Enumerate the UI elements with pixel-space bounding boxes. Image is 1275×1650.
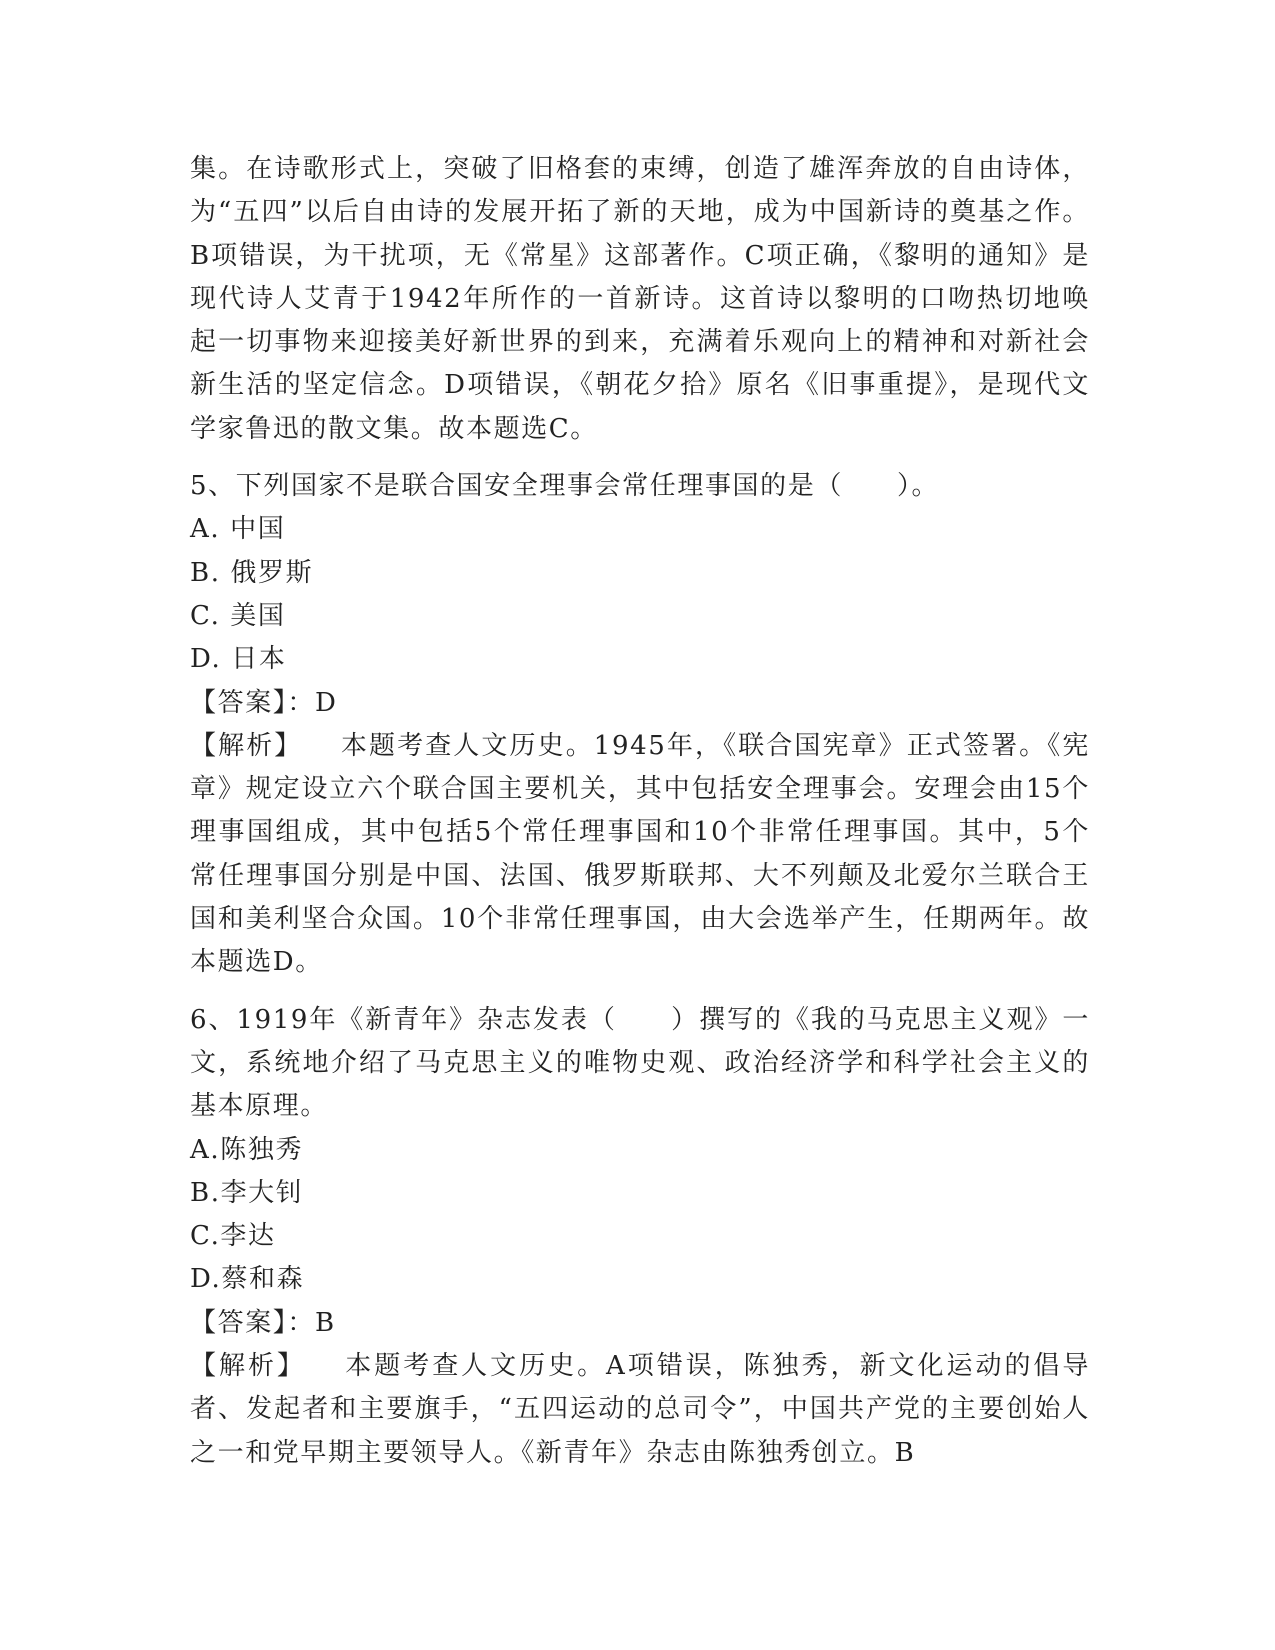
- question-5: [190, 465, 1090, 985]
- option-a: A. 中国: [190, 514, 286, 545]
- option-d: D.蔡和森: [190, 1264, 305, 1295]
- option-c: C.李达: [190, 1221, 276, 1252]
- question-6: [190, 999, 1090, 1475]
- answer-line: [190, 1302, 1090, 1345]
- answer-value: D: [315, 687, 338, 718]
- answer-value: B: [315, 1307, 336, 1338]
- answer-label: 【答案】：: [190, 1307, 316, 1338]
- stem-text-before: 5、下列国家不是联合国安全理事会常任理事国的是（: [190, 471, 843, 502]
- option-b: B.李大钊: [190, 1177, 304, 1208]
- option-a: A.陈独秀: [190, 1134, 304, 1165]
- stem-text-after: ）。: [896, 471, 940, 502]
- option-b: B. 俄罗斯: [190, 557, 314, 588]
- question-stem: [190, 999, 1090, 1129]
- analysis-paragraph: [190, 725, 1090, 985]
- question-stem: [190, 465, 1090, 508]
- answer-label: 【答案】：: [190, 687, 316, 718]
- analysis-text: 本题考查人文历史。1945年，《联合国宪章》正式签署。《宪章》规定设立六个联合国主要机关，其中包括安全理事会。安理会由15个理事国组成，其中包括5个常任理事国和10个非常任理事国。其中，5个常任理事国分别是中国、法国、俄罗斯联邦、大不列颠及北爱尔兰联合王国和美利坚合众国。10个非常任理事国，由大会选举产生，任期两年。故本题选D。: [190, 730, 1090, 978]
- stem-text-before: 6、1919年《新青年》杂志发表（: [190, 1004, 617, 1035]
- analysis-paragraph: [190, 1345, 1090, 1475]
- answer-line: [190, 682, 1090, 725]
- analysis-label: 【解析】: [190, 730, 303, 761]
- previous-analysis-continuation: 集。在诗歌形式上，突破了旧格套的束缚，创造了雄浑奔放的自由诗体，为“五四”以后自由诗的发展开拓了新的天地，成为中国新诗的奠基之作。B项错误，为干扰项，无《常星》这部著作。C项正确，《黎明的通知》是现代诗人艾青于1942年所作的一首新诗。这首诗以黎明的口吻热切地唤起一切事物来迎接美好新世界的到来，充满着乐观向上的精神和对新社会新生活的坚定信念。D项错误，《朝花夕拾》原名《旧事重提》，是现代文学家鲁迅的散文集。故本题选C。: [190, 154, 1090, 444]
- analysis-label: 【解析】: [190, 1351, 306, 1382]
- option-d: D. 日本: [190, 644, 287, 675]
- option-c: C. 美国: [190, 600, 286, 631]
- stem-text-after: ）撰写的《我的马克思主义观》一文，系统地介绍了马克思主义的唯物史观、政治经济学和科学社会主义的基本原理。: [190, 1004, 1090, 1122]
- document-page: [190, 148, 1090, 1475]
- analysis-text: 本题考查人文历史。A项错误，陈独秀，新文化运动的倡导者、发起者和主要旗手，“五四运动的总司令”，中国共产党的主要创始人之一和党早期主要领导人。《新青年》杂志由陈独秀创立。B: [190, 1351, 1090, 1468]
